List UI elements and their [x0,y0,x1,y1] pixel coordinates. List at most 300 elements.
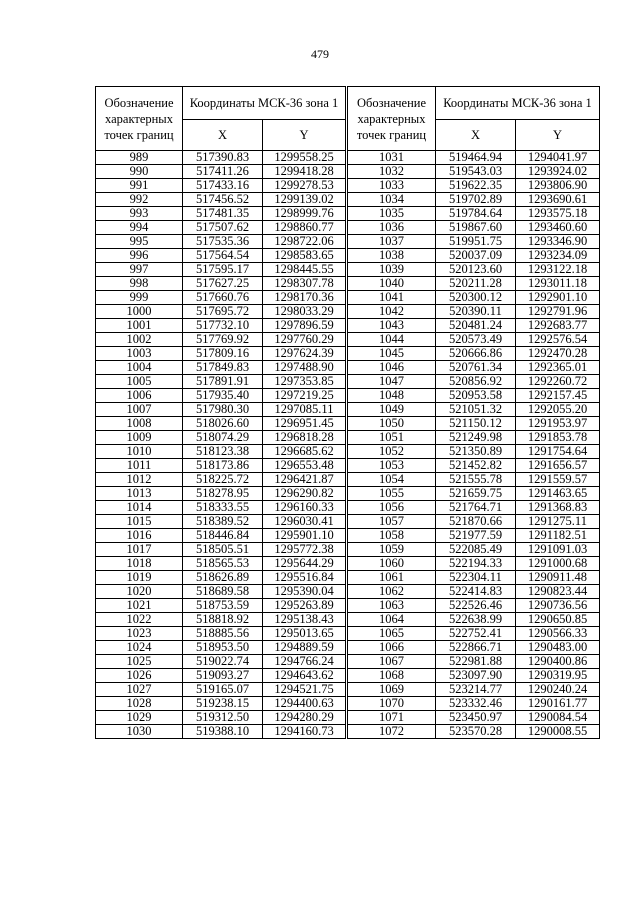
table-row [96,711,346,725]
table-row [348,151,600,165]
point-number-cell: 1061 [348,571,436,585]
x-coord-cell: 519165.07 [183,683,263,697]
y-coord-cell: 1291275.11 [516,515,600,529]
x-coord-cell: 519622.35 [436,179,516,193]
x-coord-cell: 518818.92 [183,613,263,627]
point-number-cell: 995 [96,235,183,249]
table-row [348,179,600,193]
point-number-cell: 1026 [96,669,183,683]
point-number-cell: 1023 [96,627,183,641]
x-coord-cell: 517535.36 [183,235,263,249]
y-coord-cell: 1294280.29 [263,711,346,725]
y-coord-cell: 1291463.65 [516,487,600,501]
x-coord-cell: 523097.90 [436,669,516,683]
x-coord-cell: 522194.33 [436,557,516,571]
x-coord-cell: 518446.84 [183,529,263,543]
table-row [96,655,346,669]
table-row [96,557,346,571]
point-number-cell: 1016 [96,529,183,543]
point-number-cell: 1066 [348,641,436,655]
x-coord-cell: 521051.32 [436,403,516,417]
x-coord-cell: 520211.28 [436,277,516,291]
x-coord-cell: 521764.71 [436,501,516,515]
table-row [96,501,346,515]
table-row [348,389,600,403]
point-number-cell: 1046 [348,361,436,375]
y-coord-cell: 1295013.65 [263,627,346,641]
x-coord-cell: 520481.24 [436,319,516,333]
point-number-cell: 1025 [96,655,183,669]
header-coord-label: Координаты МСК-36 зона 1 [436,87,600,120]
table-row [348,683,600,697]
y-coord-cell: 1293690.61 [516,193,600,207]
y-coord-cell: 1293011.18 [516,277,600,291]
point-number-cell: 1054 [348,473,436,487]
table-row [96,249,346,263]
y-coord-cell: 1299418.28 [263,165,346,179]
y-coord-cell: 1296160.33 [263,501,346,515]
y-coord-cell: 1297085.11 [263,403,346,417]
y-coord-cell: 1293806.90 [516,179,600,193]
y-coord-cell: 1298860.77 [263,221,346,235]
y-coord-cell: 1292470.28 [516,347,600,361]
header-coord-label: Координаты МСК-36 зона 1 [183,87,346,120]
x-coord-cell: 518753.59 [183,599,263,613]
table-row [96,543,346,557]
table-row [348,613,600,627]
x-coord-cell: 518953.50 [183,641,263,655]
point-number-cell: 1063 [348,599,436,613]
x-coord-cell: 518123.38 [183,445,263,459]
point-number-cell: 990 [96,165,183,179]
x-coord-cell: 521452.82 [436,459,516,473]
y-coord-cell: 1294041.97 [516,151,600,165]
point-number-cell: 999 [96,291,183,305]
y-coord-cell: 1291091.03 [516,543,600,557]
point-number-cell: 1009 [96,431,183,445]
point-number-cell: 1049 [348,403,436,417]
y-coord-cell: 1290400.86 [516,655,600,669]
table-row [348,249,600,263]
y-coord-cell: 1292576.54 [516,333,600,347]
y-coord-cell: 1299278.53 [263,179,346,193]
y-coord-cell: 1290008.55 [516,725,600,739]
point-number-cell: 1006 [96,389,183,403]
point-number-cell: 1036 [348,221,436,235]
y-coord-cell: 1298445.55 [263,263,346,277]
table-row [348,669,600,683]
point-number-cell: 996 [96,249,183,263]
y-coord-cell: 1297353.85 [263,375,346,389]
point-number-cell: 1059 [348,543,436,557]
point-number-cell: 1058 [348,529,436,543]
y-coord-cell: 1292157.45 [516,389,600,403]
y-coord-cell: 1293234.09 [516,249,600,263]
x-coord-cell: 523332.46 [436,697,516,711]
table-row [96,431,346,445]
y-coord-cell: 1290319.95 [516,669,600,683]
y-coord-cell: 1290650.85 [516,613,600,627]
header-point-label: Обозначение характерных точек границ [96,87,183,151]
table-row [96,417,346,431]
x-coord-cell: 519951.75 [436,235,516,249]
y-coord-cell: 1294643.62 [263,669,346,683]
y-coord-cell: 1290084.54 [516,711,600,725]
x-coord-cell: 517891.91 [183,375,263,389]
x-coord-cell: 520037.09 [436,249,516,263]
table-row [96,263,346,277]
table-row [348,459,600,473]
point-number-cell: 1053 [348,459,436,473]
table-row [348,305,600,319]
x-coord-cell: 522414.83 [436,585,516,599]
point-number-cell: 1057 [348,515,436,529]
point-number-cell: 1051 [348,431,436,445]
table-row [96,627,346,641]
table-row [96,445,346,459]
x-coord-cell: 519867.60 [436,221,516,235]
point-number-cell: 1045 [348,347,436,361]
y-coord-cell: 1297219.25 [263,389,346,403]
table-row [96,165,346,179]
y-coord-cell: 1299139.02 [263,193,346,207]
point-number-cell: 997 [96,263,183,277]
x-coord-cell: 522638.99 [436,613,516,627]
point-number-cell: 1062 [348,585,436,599]
header-x-label: X [436,120,516,151]
x-coord-cell: 518278.95 [183,487,263,501]
x-coord-cell: 518026.60 [183,417,263,431]
x-coord-cell: 521977.59 [436,529,516,543]
coordinates-table-left [95,86,346,739]
x-coord-cell: 517769.92 [183,333,263,347]
table-row [96,179,346,193]
y-coord-cell: 1292365.01 [516,361,600,375]
point-number-cell: 1014 [96,501,183,515]
x-coord-cell: 520390.11 [436,305,516,319]
x-coord-cell: 517660.76 [183,291,263,305]
point-number-cell: 1010 [96,445,183,459]
point-number-cell: 1012 [96,473,183,487]
x-coord-cell: 522752.41 [436,627,516,641]
point-number-cell: 1007 [96,403,183,417]
point-number-cell: 1015 [96,515,183,529]
table-row [96,333,346,347]
point-number-cell: 1056 [348,501,436,515]
table-row [96,193,346,207]
y-coord-cell: 1291953.97 [516,417,600,431]
table-row [348,487,600,501]
point-number-cell: 1008 [96,417,183,431]
x-coord-cell: 521659.75 [436,487,516,501]
y-coord-cell: 1293575.18 [516,207,600,221]
y-coord-cell: 1297896.59 [263,319,346,333]
table-row [348,417,600,431]
x-coord-cell: 520666.86 [436,347,516,361]
point-number-cell: 1030 [96,725,183,739]
x-coord-cell: 517980.30 [183,403,263,417]
y-coord-cell: 1298722.06 [263,235,346,249]
table-row [348,571,600,585]
x-coord-cell: 517627.25 [183,277,263,291]
x-coord-cell: 517595.17 [183,263,263,277]
x-coord-cell: 519543.03 [436,165,516,179]
table-row [348,599,600,613]
y-coord-cell: 1295772.38 [263,543,346,557]
x-coord-cell: 518225.72 [183,473,263,487]
table-row [348,585,600,599]
x-coord-cell: 517564.54 [183,249,263,263]
coordinates-table-right [347,86,600,739]
y-coord-cell: 1290161.77 [516,697,600,711]
point-number-cell: 1029 [96,711,183,725]
point-number-cell: 1038 [348,249,436,263]
y-coord-cell: 1298583.65 [263,249,346,263]
table-row [348,375,600,389]
x-coord-cell: 519238.15 [183,697,263,711]
y-coord-cell: 1290823.44 [516,585,600,599]
table-row [348,473,600,487]
y-coord-cell: 1296951.45 [263,417,346,431]
x-coord-cell: 523214.77 [436,683,516,697]
point-number-cell: 1005 [96,375,183,389]
point-number-cell: 1069 [348,683,436,697]
table-row [348,697,600,711]
table-row [96,599,346,613]
table-row [96,613,346,627]
x-coord-cell: 517809.16 [183,347,263,361]
y-coord-cell: 1291182.51 [516,529,600,543]
table-row [96,151,346,165]
x-coord-cell: 519093.27 [183,669,263,683]
x-coord-cell: 522981.88 [436,655,516,669]
table-row [348,319,600,333]
point-number-cell: 989 [96,151,183,165]
x-coord-cell: 522085.49 [436,543,516,557]
point-number-cell: 1011 [96,459,183,473]
table-row [96,529,346,543]
table-row [96,683,346,697]
point-number-cell: 1019 [96,571,183,585]
y-coord-cell: 1299558.25 [263,151,346,165]
x-coord-cell: 519312.50 [183,711,263,725]
point-number-cell: 1037 [348,235,436,249]
x-coord-cell: 520300.12 [436,291,516,305]
x-coord-cell: 521555.78 [436,473,516,487]
point-number-cell: 1020 [96,585,183,599]
table-row [348,445,600,459]
table-row [96,207,346,221]
table-row [348,529,600,543]
y-coord-cell: 1295138.43 [263,613,346,627]
table-row [96,319,346,333]
x-coord-cell: 520573.49 [436,333,516,347]
y-coord-cell: 1296290.82 [263,487,346,501]
y-coord-cell: 1296553.48 [263,459,346,473]
y-coord-cell: 1290911.48 [516,571,600,585]
page-number: 479 [311,47,329,61]
y-coord-cell: 1292260.72 [516,375,600,389]
point-number-cell: 1033 [348,179,436,193]
point-number-cell: 1021 [96,599,183,613]
x-coord-cell: 517411.26 [183,165,263,179]
y-coord-cell: 1290240.24 [516,683,600,697]
y-coord-cell: 1294160.73 [263,725,346,739]
table-row [96,585,346,599]
x-coord-cell: 518885.56 [183,627,263,641]
x-coord-cell: 522866.71 [436,641,516,655]
x-coord-cell: 518173.86 [183,459,263,473]
point-number-cell: 1060 [348,557,436,571]
table-row [96,277,346,291]
y-coord-cell: 1292901.10 [516,291,600,305]
point-number-cell: 1043 [348,319,436,333]
point-number-cell: 1047 [348,375,436,389]
x-coord-cell: 522304.11 [436,571,516,585]
y-coord-cell: 1291754.64 [516,445,600,459]
table-row [348,347,600,361]
x-coord-cell: 518565.53 [183,557,263,571]
point-number-cell: 1027 [96,683,183,697]
point-number-cell: 994 [96,221,183,235]
point-number-cell: 1024 [96,641,183,655]
x-coord-cell: 518505.51 [183,543,263,557]
point-number-cell: 1039 [348,263,436,277]
y-coord-cell: 1291000.68 [516,557,600,571]
table-row [348,333,600,347]
table-row [348,403,600,417]
x-coord-cell: 517481.35 [183,207,263,221]
x-coord-cell: 519784.64 [436,207,516,221]
x-coord-cell: 518074.29 [183,431,263,445]
table-row [96,641,346,655]
table-row [348,193,600,207]
y-coord-cell: 1297624.39 [263,347,346,361]
point-number-cell: 1041 [348,291,436,305]
point-number-cell: 1065 [348,627,436,641]
point-number-cell: 1013 [96,487,183,501]
table-row [96,697,346,711]
y-coord-cell: 1295263.89 [263,599,346,613]
y-coord-cell: 1295390.04 [263,585,346,599]
table-row [348,431,600,445]
x-coord-cell: 519464.94 [436,151,516,165]
y-coord-cell: 1296030.41 [263,515,346,529]
x-coord-cell: 519022.74 [183,655,263,669]
table-row [348,501,600,515]
point-number-cell: 1034 [348,193,436,207]
table-row [348,207,600,221]
x-coord-cell: 521350.89 [436,445,516,459]
x-coord-cell: 517390.83 [183,151,263,165]
point-number-cell: 1055 [348,487,436,501]
table-row [348,641,600,655]
y-coord-cell: 1293122.18 [516,263,600,277]
y-coord-cell: 1296685.62 [263,445,346,459]
header-point-label: Обозначение характерных точек границ [348,87,436,151]
point-number-cell: 1000 [96,305,183,319]
point-number-cell: 1068 [348,669,436,683]
point-number-cell: 1048 [348,389,436,403]
table-row [348,263,600,277]
x-coord-cell: 517695.72 [183,305,263,319]
point-number-cell: 1050 [348,417,436,431]
y-coord-cell: 1294521.75 [263,683,346,697]
point-number-cell: 1003 [96,347,183,361]
x-coord-cell: 517935.40 [183,389,263,403]
table-row [348,655,600,669]
table-row [96,375,346,389]
x-coord-cell: 518626.89 [183,571,263,585]
table-row [96,221,346,235]
x-coord-cell: 518333.55 [183,501,263,515]
y-coord-cell: 1290736.56 [516,599,600,613]
table-row [96,669,346,683]
point-number-cell: 1018 [96,557,183,571]
point-number-cell: 1031 [348,151,436,165]
table-row [348,627,600,641]
point-number-cell: 998 [96,277,183,291]
x-coord-cell: 523570.28 [436,725,516,739]
y-coord-cell: 1296421.87 [263,473,346,487]
x-coord-cell: 521150.12 [436,417,516,431]
point-number-cell: 1071 [348,711,436,725]
point-number-cell: 1070 [348,697,436,711]
table-row [96,725,346,739]
table-row [348,221,600,235]
point-number-cell: 1028 [96,697,183,711]
point-number-cell: 1032 [348,165,436,179]
point-number-cell: 1004 [96,361,183,375]
table-row [96,459,346,473]
y-coord-cell: 1292055.20 [516,403,600,417]
x-coord-cell: 520123.60 [436,263,516,277]
y-coord-cell: 1293460.60 [516,221,600,235]
point-number-cell: 1044 [348,333,436,347]
y-coord-cell: 1298170.36 [263,291,346,305]
table-row [348,543,600,557]
y-coord-cell: 1293346.90 [516,235,600,249]
table-row [96,235,346,249]
point-number-cell: 1064 [348,613,436,627]
table-row [96,291,346,305]
y-coord-cell: 1291368.83 [516,501,600,515]
table-row [96,403,346,417]
table-row [348,361,600,375]
x-coord-cell: 522526.46 [436,599,516,613]
point-number-cell: 1067 [348,655,436,669]
x-coord-cell: 517732.10 [183,319,263,333]
point-number-cell: 1017 [96,543,183,557]
point-number-cell: 1022 [96,613,183,627]
y-coord-cell: 1293924.02 [516,165,600,179]
y-coord-cell: 1295516.84 [263,571,346,585]
x-coord-cell: 520856.92 [436,375,516,389]
y-coord-cell: 1291656.57 [516,459,600,473]
y-coord-cell: 1292683.77 [516,319,600,333]
y-coord-cell: 1294766.24 [263,655,346,669]
table-row [348,291,600,305]
y-coord-cell: 1291559.57 [516,473,600,487]
x-coord-cell: 519702.89 [436,193,516,207]
x-coord-cell: 521870.66 [436,515,516,529]
table-row [348,277,600,291]
y-coord-cell: 1290483.00 [516,641,600,655]
y-coord-cell: 1291853.78 [516,431,600,445]
table-row [96,571,346,585]
x-coord-cell: 518389.52 [183,515,263,529]
point-number-cell: 1001 [96,319,183,333]
